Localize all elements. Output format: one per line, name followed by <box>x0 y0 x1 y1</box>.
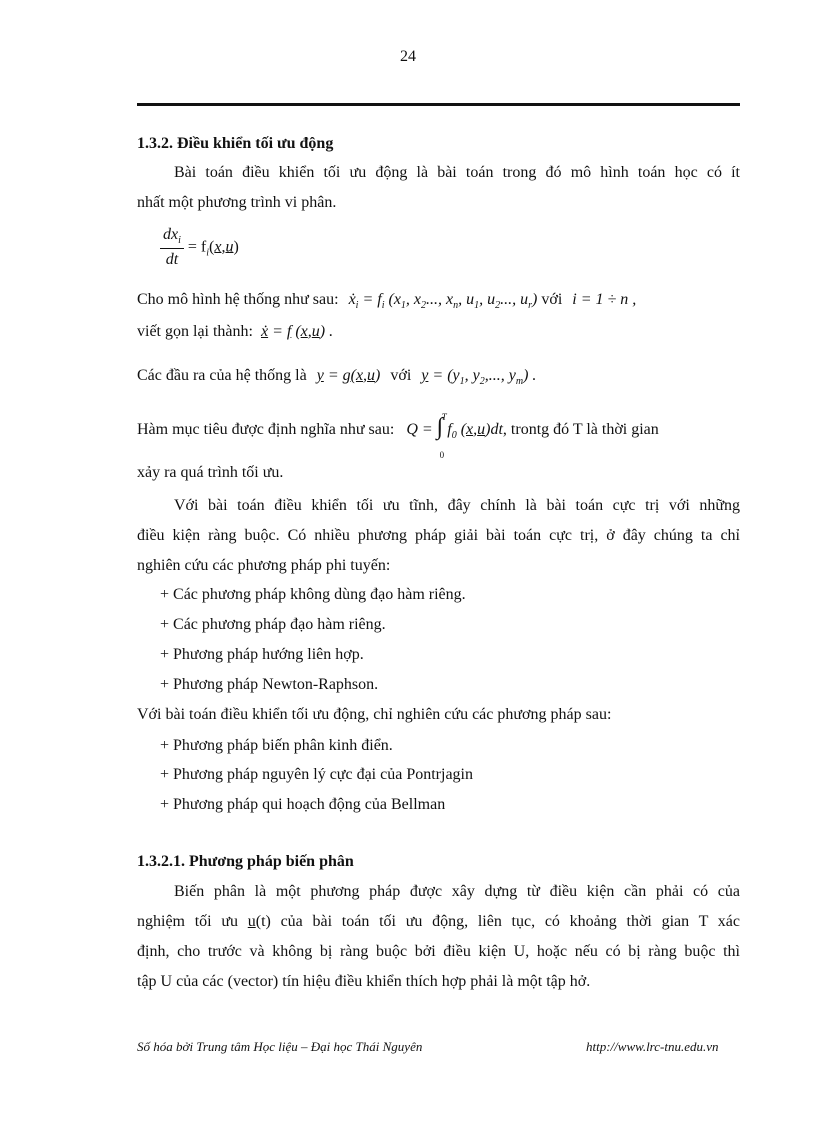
list-item: + Các phương pháp đạo hàm riêng. <box>160 616 386 633</box>
header-rule <box>137 103 740 106</box>
subsection-title: 1.3.2.1. Phương pháp biến phân <box>137 853 354 870</box>
objective-line <box>137 412 659 460</box>
model-line <box>137 290 636 316</box>
section-title: 1.3.2. Điều khiển tối ưu động <box>137 135 334 152</box>
paragraph-line: tập U của các (vector) tín hiệu điều khiển thích hợp phải là một tập hở. <box>137 973 591 990</box>
page-number: 24 <box>400 48 416 65</box>
paragraph-line: Biến phân là một phương pháp được xây dựng từ điều kiện cần phải có của <box>174 883 740 900</box>
paragraph-line: Với bài toán điều khiển tối ưu động, chỉ nghiên cứu các phương pháp sau: <box>137 706 612 723</box>
paragraph-line: xảy ra quá trình tối ưu. <box>137 464 284 481</box>
list-item: + Phương pháp hướng liên hợp. <box>160 646 364 663</box>
integral-upper: T <box>441 412 447 422</box>
fraction <box>160 226 184 269</box>
paragraph-line: điều kiện ràng buộc. Có nhiều phương pháp giải bài toán cực trị, ở đây chúng ta chỉ <box>137 527 740 544</box>
paragraph-line: nhất một phương trình vi phân. <box>137 194 337 211</box>
integral-lower: 0 <box>439 450 445 460</box>
line2-a: nghiệm tối ưu <box>137 913 248 930</box>
paragraph-line: Bài toán điều khiển tối ưu động là bài toán trong đó mô hình toán học có ít <box>174 164 740 181</box>
output-with: với <box>390 367 412 384</box>
list-item: + Phương pháp Newton-Raphson. <box>160 676 379 693</box>
eq-numerator-sub: i <box>178 235 181 247</box>
list-item: + Phương pháp qui hoạch động của Bellman <box>160 796 446 813</box>
line2-u: u <box>247 913 256 930</box>
model-range: i = 1 ÷ n , <box>572 291 637 308</box>
footer-left: Số hóa bởi Trung tâm Học liệu – Đại học Thái Nguyên <box>137 1039 423 1054</box>
paragraph-line: Với bài toán điều khiển tối ưu tĩnh, đây chính là bài toán cực trị với những <box>174 497 740 514</box>
list-item: + Các phương pháp không dùng đạo hàm riêng. <box>160 586 466 603</box>
equation-dxdt: $\frac{dx_i}{dt}$ = $f_i(x,u)$ <box>160 226 239 269</box>
objective-text: Hàm mục tiêu được định nghĩa như sau: <box>137 421 395 438</box>
eq-u: u <box>225 238 234 256</box>
output-text: Các đầu ra của hệ thống là <box>137 367 307 384</box>
compact-formula: ẋ = f (x,u) . <box>260 323 334 340</box>
paragraph-line <box>137 912 740 932</box>
model-with: với <box>541 291 563 308</box>
output-formula: y = g(x,u) <box>316 367 381 384</box>
objective-formula: Q = ∫ T 0 $f_0$ (x,u)dt <box>406 421 503 438</box>
model-formula: ẋ$_i$ = $f_i$ ($x_1$, $x_2$..., $x_n$, $u_1$, $u_2$..., $u_r$) <box>348 291 538 312</box>
list-item: + Phương pháp biến phân kinh điển. <box>160 737 393 754</box>
footer-right: http://www.lrc-tnu.edu.vn <box>586 1039 719 1054</box>
paragraph-line: nghiên cứu các phương pháp phi tuyến: <box>137 557 391 574</box>
eq-denominator: dt <box>165 251 179 269</box>
objective-tail: , trontg đó T là thời gian <box>502 421 659 438</box>
output-line <box>137 366 536 392</box>
eq-rhs: = f <box>187 238 207 256</box>
eq-numerator: dx <box>163 226 179 243</box>
output-vector: $y = (y_1$, $y_2$,..., $y_m$) . <box>421 367 537 388</box>
paragraph-line: định, cho trước và không bị ràng buộc bởi điều kiện U, hoặc nếu có bị ràng buộc thì <box>137 943 740 960</box>
eq-x: x <box>214 238 222 256</box>
line2-b: (t) của bài toán tối ưu động, liên tục, có khoảng thời gian T xác <box>255 913 740 930</box>
compact-line <box>137 322 333 342</box>
compact-text: viết gọn lại thành: <box>137 323 253 340</box>
integral-sign: ∫ T 0 <box>437 417 444 437</box>
list-item: + Phương pháp nguyên lý cực đại của Pontrjagin <box>160 766 473 783</box>
eq-rhs-sub: i <box>206 247 210 259</box>
model-text: Cho mô hình hệ thống như sau: <box>137 291 339 308</box>
